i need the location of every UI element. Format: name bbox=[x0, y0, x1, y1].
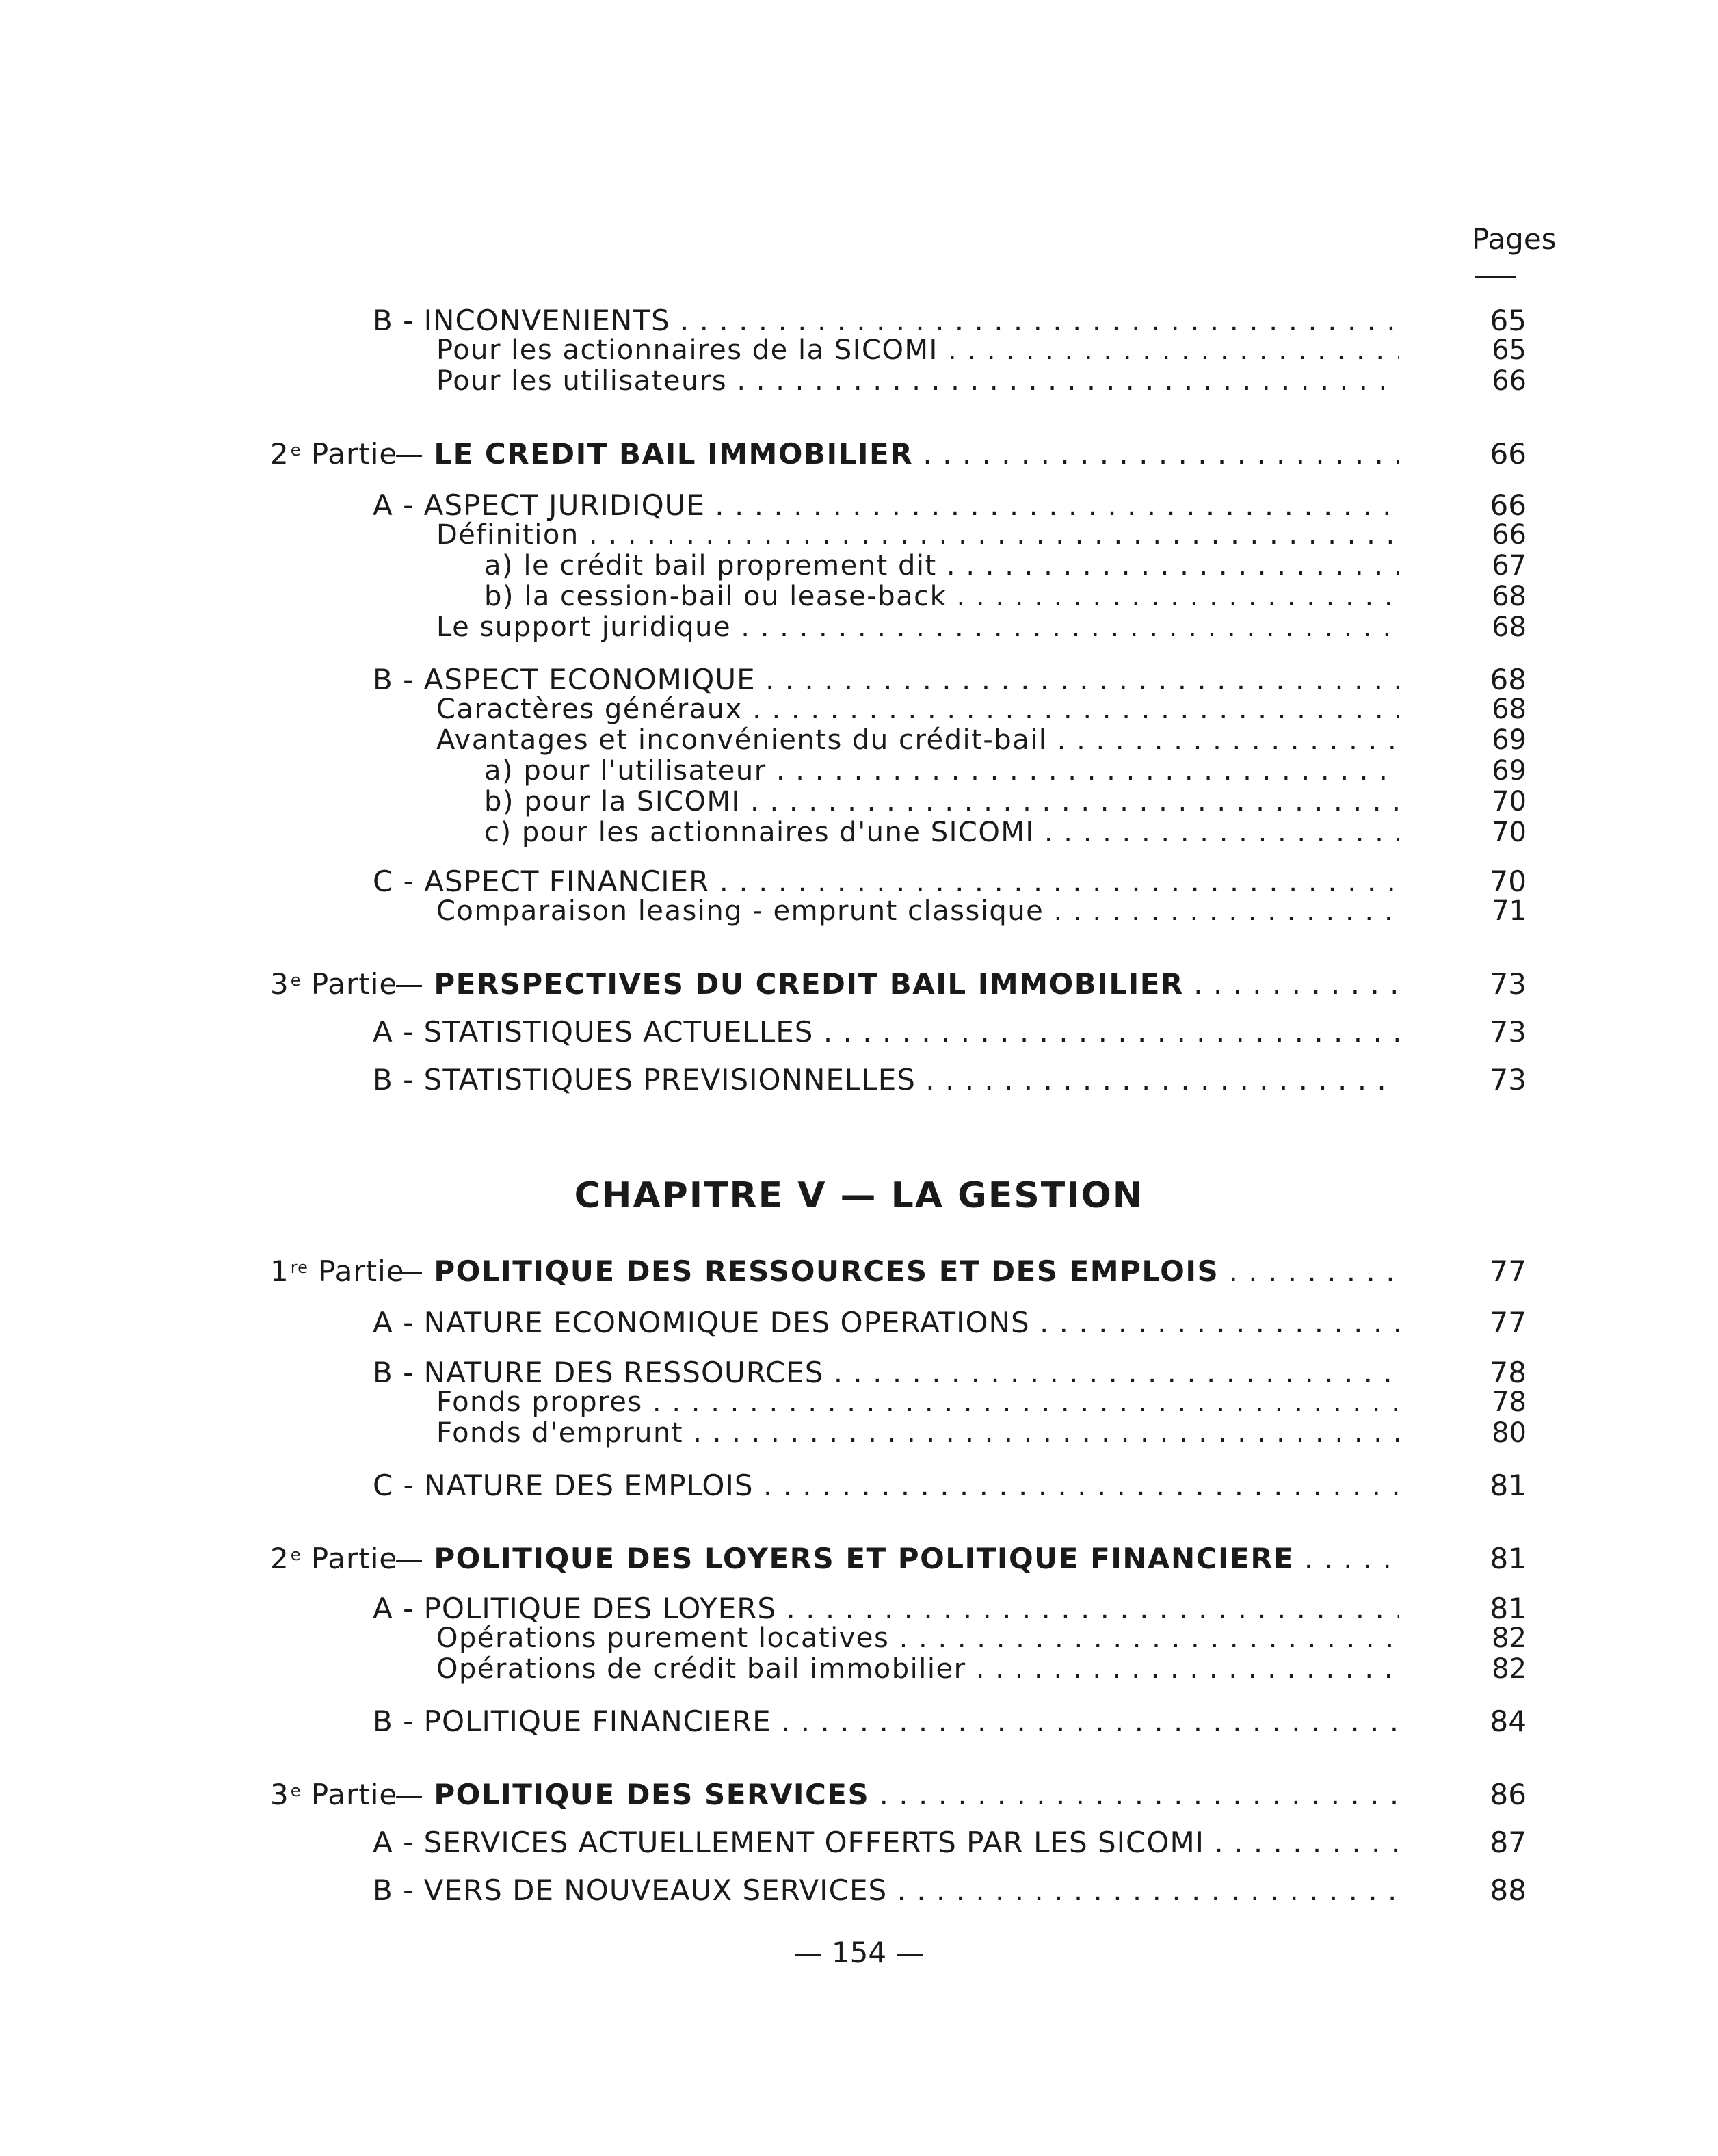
item-letter: B - bbox=[373, 304, 424, 337]
toc-entry bbox=[270, 1356, 1532, 1389]
toc-entry-text bbox=[373, 304, 1399, 337]
item-letter: B - bbox=[373, 1064, 424, 1096]
pages-column-dash bbox=[1475, 276, 1516, 278]
page-ref: 69 bbox=[1492, 724, 1527, 756]
part-number-suffix: e bbox=[290, 971, 302, 990]
part-number: 2 bbox=[270, 438, 289, 471]
item-letter: B - bbox=[373, 1705, 424, 1738]
part-label bbox=[270, 1255, 405, 1288]
page-ref: 68 bbox=[1492, 612, 1527, 643]
toc-entry bbox=[270, 896, 1532, 926]
part-word: Partie bbox=[301, 1778, 398, 1811]
part-title: PERSPECTIVES DU CREDIT BAIL IMMOBILIER bbox=[434, 968, 1184, 1001]
item-letter: B - bbox=[373, 663, 424, 696]
page-ref: 78 bbox=[1492, 1386, 1527, 1418]
em-dash: — bbox=[395, 438, 434, 471]
toc-entry-text: Définition . . . bbox=[436, 520, 1399, 550]
toc-entry bbox=[270, 1306, 1532, 1339]
part-number-suffix: e bbox=[290, 1781, 302, 1800]
toc-entry-text bbox=[270, 438, 1399, 471]
em-dash: — bbox=[395, 968, 434, 1001]
part-number: 3 bbox=[270, 968, 289, 1001]
page-ref: 86 bbox=[1490, 1778, 1527, 1811]
item-title: ASPECT JURIDIQUE bbox=[423, 489, 705, 522]
page-ref: 88 bbox=[1490, 1874, 1527, 1907]
item-title: POLITIQUE FINANCIERE bbox=[423, 1705, 771, 1738]
toc-entry bbox=[270, 438, 1532, 471]
toc-entry bbox=[270, 865, 1532, 898]
page-number: — 154 — bbox=[793, 1936, 925, 1969]
chapter-title: CHAPITRE V — LA GESTION bbox=[574, 1175, 1144, 1216]
toc-entry bbox=[270, 1592, 1532, 1625]
toc-entry bbox=[270, 694, 1532, 724]
item-letter: A - bbox=[373, 1592, 424, 1625]
part-number-suffix: re bbox=[290, 1258, 308, 1277]
page-ref: 82 bbox=[1492, 1622, 1527, 1654]
item-title: NATURE DES RESSOURCES bbox=[423, 1356, 824, 1389]
page-ref: 77 bbox=[1490, 1306, 1527, 1339]
toc-entry-text: b) la cession-bail ou lease-back . . . bbox=[484, 581, 1399, 612]
toc-entry-text bbox=[270, 1778, 1399, 1811]
toc-entry bbox=[270, 1255, 1532, 1288]
item-title: ASPECT ECONOMIQUE bbox=[423, 663, 756, 696]
toc-entry-text bbox=[270, 1542, 1399, 1575]
part-label bbox=[270, 1778, 398, 1811]
page-ref: 80 bbox=[1492, 1417, 1527, 1449]
toc-entry bbox=[270, 520, 1532, 550]
toc-entry bbox=[270, 1387, 1532, 1417]
item-title: ASPECT FINANCIER bbox=[424, 865, 710, 898]
toc-entry bbox=[270, 366, 1532, 396]
item-letter: A - bbox=[373, 1826, 424, 1859]
page-ref: 70 bbox=[1492, 786, 1527, 817]
page-ref: 81 bbox=[1490, 1469, 1527, 1502]
toc-entry bbox=[270, 1826, 1532, 1859]
item-letter: B - bbox=[373, 1356, 424, 1389]
toc-entry-text: Fonds d'emprunt . . . bbox=[436, 1418, 1399, 1448]
item-letter: C - bbox=[373, 865, 425, 898]
page-ref: 68 bbox=[1490, 663, 1527, 696]
item-letter: B - bbox=[373, 1874, 424, 1907]
page-ref: 66 bbox=[1490, 488, 1527, 522]
toc-entry bbox=[270, 1874, 1532, 1907]
item-title: SERVICES ACTUELLEMENT OFFERTS PAR LES SICOMI bbox=[423, 1826, 1205, 1859]
toc-entry-text bbox=[270, 968, 1399, 1001]
toc-entry-text: c) pour les actionnaires d'une SICOMI . . . bbox=[484, 817, 1399, 847]
toc-entry-text bbox=[373, 1064, 1399, 1096]
toc-entry-text bbox=[270, 1255, 1399, 1288]
item-title: POLITIQUE DES LOYERS bbox=[423, 1592, 777, 1625]
part-number: 2 bbox=[270, 1542, 289, 1575]
em-dash: — bbox=[395, 1778, 434, 1811]
toc-entry-text bbox=[373, 1874, 1399, 1907]
toc-entry bbox=[270, 1778, 1532, 1811]
part-label bbox=[270, 438, 398, 471]
item-title: STATISTIQUES ACTUELLES bbox=[423, 1016, 814, 1049]
toc-entry-text: a) le crédit bail proprement dit . . . bbox=[484, 551, 1399, 581]
toc-entry-text: Pour les utilisateurs . . . bbox=[436, 366, 1399, 396]
toc-entry bbox=[270, 1469, 1532, 1502]
toc-entry-text: Le support juridique . . . bbox=[436, 612, 1399, 642]
part-word: Partie bbox=[301, 1542, 398, 1575]
item-title: INCONVENIENTS bbox=[423, 304, 670, 337]
page-ref: 68 bbox=[1492, 694, 1527, 725]
page-ref: 66 bbox=[1492, 365, 1527, 397]
toc-entry bbox=[270, 1418, 1532, 1448]
part-label bbox=[270, 1542, 398, 1575]
toc-entry-text: a) pour l'utilisateur . . . bbox=[484, 756, 1399, 786]
item-title: NATURE ECONOMIQUE DES OPERATIONS bbox=[423, 1306, 1030, 1339]
part-title: POLITIQUE DES SERVICES bbox=[434, 1778, 870, 1811]
toc-entry bbox=[270, 1016, 1532, 1049]
toc-entry-text: Avantages et inconvénients du crédit-bail . . . bbox=[436, 725, 1399, 755]
toc-entry bbox=[270, 1623, 1532, 1653]
toc-entry-text bbox=[373, 1306, 1399, 1339]
page-ref: 82 bbox=[1492, 1653, 1527, 1685]
page-ref: 69 bbox=[1492, 755, 1527, 787]
page-ref: 73 bbox=[1490, 1015, 1527, 1049]
toc-entry bbox=[270, 489, 1532, 522]
part-number-suffix: e bbox=[290, 441, 302, 460]
page-ref: 71 bbox=[1492, 895, 1527, 927]
page-ref: 70 bbox=[1490, 865, 1527, 898]
toc-entry-text bbox=[373, 1469, 1399, 1502]
item-title: NATURE DES EMPLOIS bbox=[424, 1469, 754, 1502]
page-ref: 66 bbox=[1490, 437, 1527, 471]
toc-entry bbox=[270, 581, 1532, 612]
page-ref: 84 bbox=[1490, 1705, 1527, 1738]
item-letter: A - bbox=[373, 489, 424, 522]
toc-entry-text bbox=[373, 1592, 1399, 1625]
part-word: Partie bbox=[301, 968, 398, 1001]
toc-entry-text: Pour les actionnaires de la SICOMI . . . bbox=[436, 335, 1399, 365]
toc-entry bbox=[270, 663, 1532, 696]
item-letter: A - bbox=[373, 1306, 424, 1339]
page-ref: 65 bbox=[1490, 304, 1527, 337]
toc-entry bbox=[270, 612, 1532, 642]
page-ref: 67 bbox=[1492, 550, 1527, 581]
toc-entry-text: Opérations purement locatives . . . bbox=[436, 1623, 1399, 1653]
part-word: Partie bbox=[301, 438, 398, 471]
pages-column-label: Pages bbox=[1472, 222, 1557, 256]
part-number-suffix: e bbox=[290, 1545, 302, 1564]
toc-entry bbox=[270, 304, 1532, 337]
toc-entry bbox=[270, 968, 1532, 1001]
part-title: LE CREDIT BAIL IMMOBILIER bbox=[434, 438, 914, 471]
page-ref: 81 bbox=[1490, 1592, 1527, 1625]
page-ref: 73 bbox=[1490, 967, 1527, 1001]
toc-entry bbox=[270, 551, 1532, 581]
toc-entry-text bbox=[373, 1356, 1399, 1389]
page-ref: 87 bbox=[1490, 1826, 1527, 1859]
toc-entry-text: Caractères généraux . . . bbox=[436, 694, 1399, 724]
item-title: VERS DE NOUVEAUX SERVICES bbox=[423, 1874, 888, 1907]
toc-entry bbox=[270, 817, 1532, 847]
toc-entry-text bbox=[373, 1016, 1399, 1049]
part-label bbox=[270, 968, 398, 1001]
part-word: Partie bbox=[308, 1255, 405, 1288]
page-ref: 81 bbox=[1490, 1542, 1527, 1575]
toc-entry bbox=[270, 756, 1532, 786]
toc-entry-text bbox=[373, 489, 1399, 522]
toc-entry-text: Opérations de crédit bail immobilier . . . bbox=[436, 1654, 1399, 1684]
toc-entry bbox=[270, 725, 1532, 755]
page-ref: 73 bbox=[1490, 1063, 1527, 1096]
part-title: POLITIQUE DES LOYERS ET POLITIQUE FINANCIERE bbox=[434, 1542, 1295, 1575]
toc-entry-text: b) pour la SICOMI . . . bbox=[484, 787, 1399, 817]
toc-entry bbox=[270, 1654, 1532, 1684]
toc-entry bbox=[270, 335, 1532, 365]
item-title: STATISTIQUES PREVISIONNELLES bbox=[423, 1064, 916, 1096]
page-ref: 77 bbox=[1490, 1254, 1527, 1288]
part-title: POLITIQUE DES RESSOURCES ET DES EMPLOIS bbox=[434, 1255, 1219, 1288]
page-ref: 78 bbox=[1490, 1356, 1527, 1389]
page-ref: 68 bbox=[1492, 581, 1527, 612]
toc-entry bbox=[270, 787, 1532, 817]
toc-entry bbox=[270, 1542, 1532, 1575]
page-ref: 65 bbox=[1492, 334, 1527, 366]
em-dash: — bbox=[395, 1255, 434, 1288]
item-letter: A - bbox=[373, 1016, 424, 1049]
toc-entry-text bbox=[373, 1705, 1399, 1738]
page-ref: 70 bbox=[1492, 817, 1527, 848]
toc-entry-text: Comparaison leasing - emprunt classique . . . bbox=[436, 896, 1399, 926]
toc-entry-text: Fonds propres . . . bbox=[436, 1387, 1399, 1417]
toc-entry-text bbox=[373, 663, 1399, 696]
page-ref: 66 bbox=[1492, 519, 1527, 551]
toc-entry bbox=[270, 1705, 1532, 1738]
part-number: 3 bbox=[270, 1778, 289, 1811]
em-dash: — bbox=[395, 1542, 434, 1575]
toc-entry-text bbox=[373, 1826, 1399, 1859]
part-number: 1 bbox=[270, 1255, 289, 1288]
toc-entry bbox=[270, 1064, 1532, 1096]
item-letter: C - bbox=[373, 1469, 425, 1502]
toc-entry-text bbox=[373, 865, 1399, 898]
